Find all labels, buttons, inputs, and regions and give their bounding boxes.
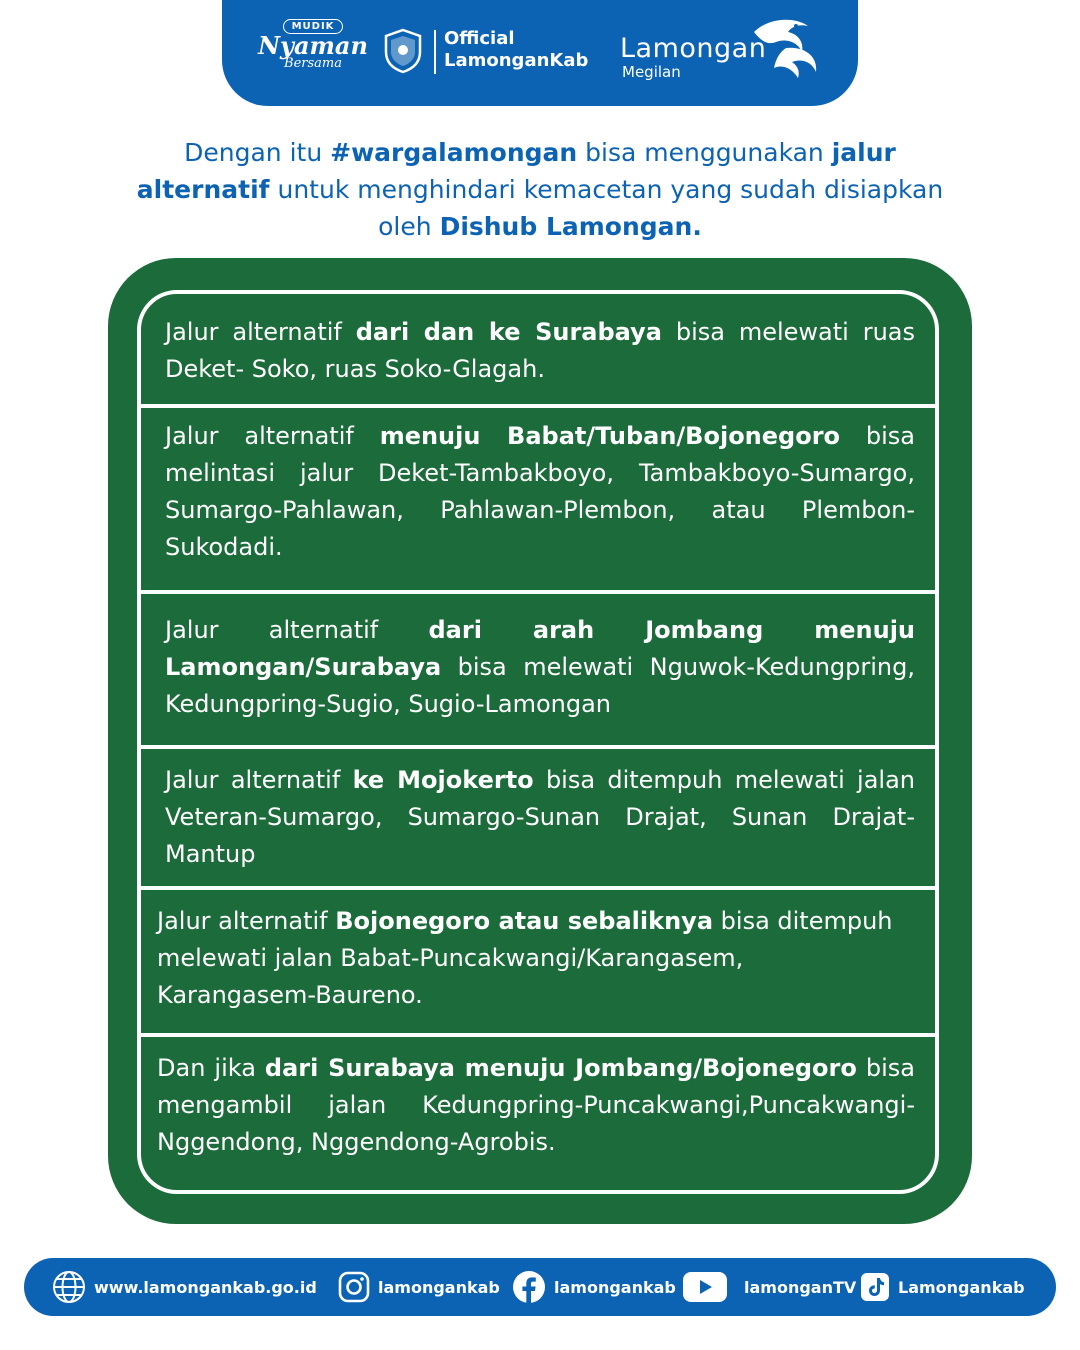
route-post: bisa ditempuh melewati jalan Veteran-Sumargo, Sumargo-Sunan Drajat, Sunan Drajat-Mantup [165, 766, 915, 868]
route-bold: Bojonegoro atau sebaliknya [335, 907, 714, 935]
official-label [444, 28, 588, 72]
brand-sub-label: Megilan [622, 63, 681, 81]
lamongan-megilan-logo [620, 34, 766, 80]
bersama-label: Bersama [284, 56, 342, 71]
route-item [137, 418, 939, 588]
route-separator [137, 404, 939, 408]
route-bold: ke Mojokerto [352, 766, 534, 794]
intro-bold-2: Dishub Lamongan. [439, 212, 702, 241]
route-pre: Jalur alternatif [165, 422, 380, 450]
instagram-icon [338, 1271, 370, 1303]
official-line-2: LamonganKab [444, 50, 589, 71]
footer-bar [24, 1258, 1056, 1316]
globe-icon [52, 1270, 86, 1304]
route-pre: Jalur alternatif [165, 318, 356, 346]
route-pre: Jalur alternatif [165, 616, 429, 644]
tiktok-label: Lamongankab [898, 1277, 1025, 1297]
mudik-nyaman-bersama-logo [258, 14, 368, 94]
tiktok-icon [860, 1272, 890, 1302]
route-pre: Jalur alternatif [165, 766, 353, 794]
route-item [137, 1050, 939, 1180]
header-divider [434, 30, 436, 74]
youtube-link[interactable] [682, 1258, 856, 1316]
facebook-icon [512, 1270, 546, 1304]
header-banner [222, 0, 858, 106]
website-link[interactable] [52, 1258, 317, 1316]
brand-main-label: Lamongan [620, 33, 767, 64]
route-post: bisa melintasi jalur Deket-Tambakboyo, Tambakboyo-Sumargo, Sumargo-Pahlawan, Pahlawan-Plembon, atau Plembon-Sukodadi. [165, 422, 916, 561]
facebook-link[interactable] [512, 1258, 676, 1316]
youtube-label: lamonganTV [744, 1277, 857, 1297]
route-item [137, 762, 939, 884]
seal-icon [382, 28, 424, 74]
youtube-icon [682, 1271, 728, 1303]
route-bold: dari dan ke Surabaya [355, 318, 662, 346]
route-bold: dari arah Jombang menuju Lamongan/Surabaya [165, 616, 916, 681]
website-label: www.lamongankab.go.id [94, 1277, 317, 1297]
intro-bold-1: jalur alternatif [136, 138, 896, 204]
route-separator [137, 590, 939, 594]
route-separator [137, 886, 939, 890]
route-post: bisa ditempuh melewati jalan Babat-Puncakwangi/Karangasem, Karangasem-Baureno. [157, 907, 893, 1009]
route-post: bisa melewati Nguwok-Kedungpring, Kedungpring-Sugio, Sugio-Lamongan [165, 653, 915, 718]
route-item [137, 314, 939, 404]
intro-part-1: Dengan itu [184, 138, 331, 167]
route-pre: Dan jika [157, 1054, 265, 1082]
route-item [137, 903, 939, 1031]
route-item [137, 612, 939, 742]
instagram-label: lamongankab [378, 1277, 500, 1297]
official-line-1: Official [444, 28, 515, 49]
route-post: bisa mengambil jalan Kedungpring-Puncakwangi,Puncakwangi-Nggendong, Nggendong-Agrobis. [157, 1054, 915, 1156]
route-separator [137, 745, 939, 749]
facebook-label: lamongankab [554, 1277, 676, 1297]
route-separator [137, 1033, 939, 1037]
intro-hashtag: #wargalamongan [330, 138, 578, 167]
intro-part-3: untuk menghindari kemacetan yang sudah disiapkan oleh [269, 175, 944, 241]
route-bold: dari Surabaya menuju Jombang/Bojonegoro [264, 1054, 857, 1082]
mudik-label: MUDIK [283, 19, 344, 34]
tiktok-link[interactable] [860, 1258, 1025, 1316]
route-pre: Jalur alternatif [157, 907, 336, 935]
fish-logo-icon [746, 12, 826, 86]
route-bold: menuju Babat/Tuban/Bojonegoro [379, 422, 841, 450]
nyaman-label: Nyaman [258, 31, 368, 60]
intro-part-2: bisa menggunakan [577, 138, 832, 167]
instagram-link[interactable] [338, 1258, 500, 1316]
route-post: bisa melewati ruas Deket- Soko, ruas Soko-Glagah. [165, 318, 916, 383]
intro-text [120, 134, 960, 245]
